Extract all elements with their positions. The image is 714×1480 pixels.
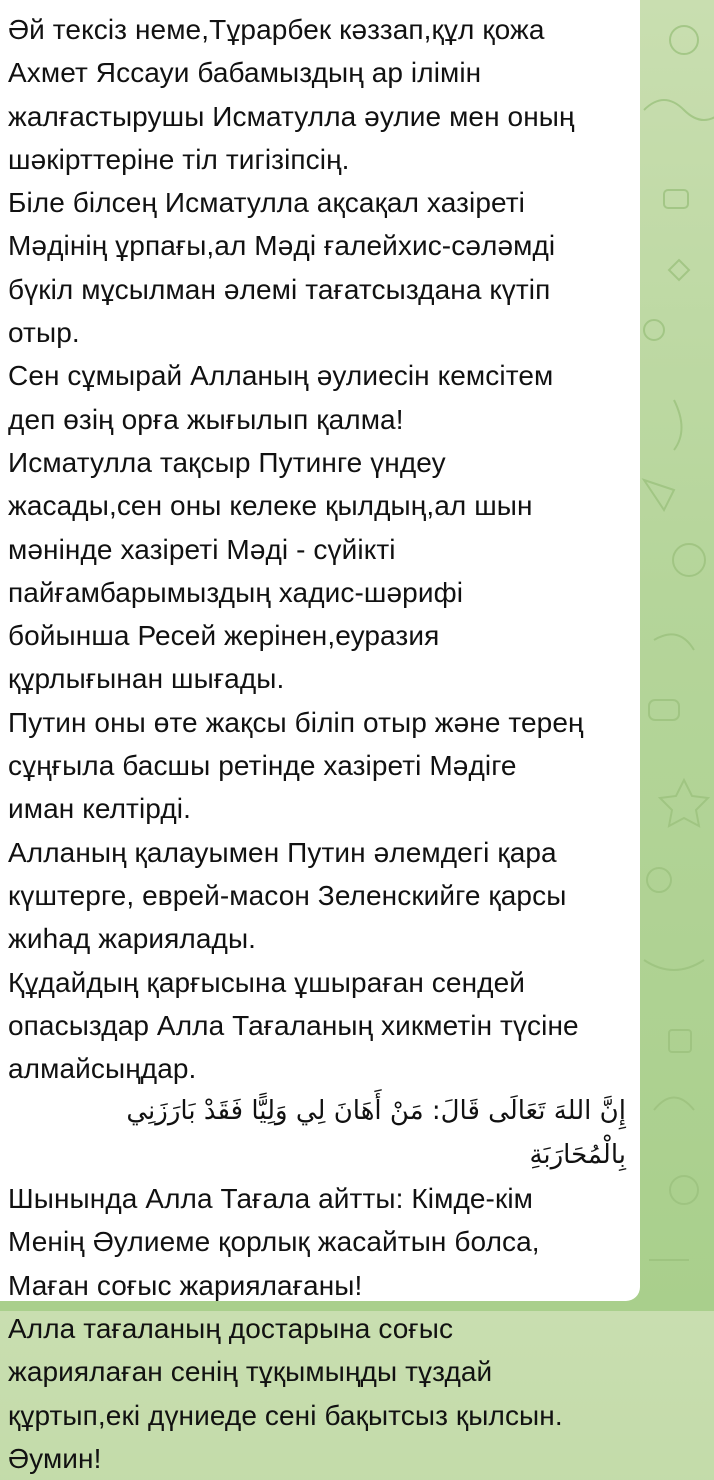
wallpaper-bottom-strip xyxy=(0,1301,714,1311)
message-line: Алланың қалауымен Путин әлемдегі қара xyxy=(8,836,557,868)
message-line: Менің Әулиеме қорлық жасайтын болса, xyxy=(8,1226,540,1258)
message-line: құртып,екі дүниеде сені бақытсыз қылсын. xyxy=(8,1399,563,1431)
message-line: опасыздар Алла Тағаланың хикметін түсіне xyxy=(8,1009,579,1041)
arabic-hadith-line: بِالْمُحَارَبَةِ xyxy=(529,1139,626,1170)
message-line: деп өзің орға жығылып қалма! xyxy=(8,403,404,435)
message-line: бүкіл мұсылман әлемі тағатсыздана күтіп xyxy=(8,273,551,305)
message-line: иман келтірді. xyxy=(8,793,191,825)
message-text xyxy=(8,8,640,1480)
message-line: сұңғыла басшы ретінде хазіреті Мәдіге xyxy=(8,750,517,782)
message-line: Шынында Алла Тағала айтты: Кімде-кім xyxy=(8,1183,534,1215)
message-line: мәнінде хазіреті Мәді - сүйікті xyxy=(8,533,396,565)
message-line: Алла тағаланың достарына соғыс xyxy=(8,1312,454,1344)
message-line: құрлығынан шығады. xyxy=(8,663,285,695)
message-line: Путин оны өте жақсы біліп отыр және терең xyxy=(8,706,584,738)
message-line: күштерге, еврей-масон Зеленскийге қарсы xyxy=(8,879,567,911)
arabic-hadith-line: إِنَّ اللهَ تَعَالَى قَالَ: مَنْ أَهَانَ لِي وَلِيًّا فَقَدْ بَارَزَنِي xyxy=(126,1096,626,1127)
message-line: Исматулла тақсыр Путинге үндеу xyxy=(8,446,446,478)
message-line: Мәдінің ұрпағы,ал Мәді ғалейхис-сәләмді xyxy=(8,230,556,262)
message-line: Ахмет Яссауи бабамыздың ар ілімін xyxy=(8,57,482,89)
message-line: шәкірттеріне тіл тигізіпсің. xyxy=(8,143,350,175)
message-line: Біле білсең Исматулла ақсақал хазіреті xyxy=(8,187,525,219)
message-line: Әумин! xyxy=(8,1442,102,1474)
message-line: бойынша Ресей жерінен,еуразия xyxy=(8,620,440,652)
message-line: жариялаған сенің тұқымыңды тұздай xyxy=(8,1356,493,1388)
message-line: Құдайдың қарғысына ұшыраған сендей xyxy=(8,966,525,998)
message-line: жиһад жариялады. xyxy=(8,923,257,955)
message-line: отыр. xyxy=(8,317,80,349)
message-line: Маған соғыс жариялағаны! xyxy=(8,1269,363,1301)
message-line: Сен сұмырай Алланың әулиесін кемсітем xyxy=(8,360,554,392)
message-line: жасады,сен оны келеке қылдың,ал шын xyxy=(8,490,533,522)
message-line: пайғамбарымыздың хадис-шәрифі xyxy=(8,576,464,608)
message-line: Әй тексіз неме,Тұрарбек кәззап,құл қожа xyxy=(8,14,545,45)
message-line: алмайсыңдар. xyxy=(8,1053,197,1085)
message-line: жалғастырушы Исматулла әулие мен оның xyxy=(8,100,575,132)
